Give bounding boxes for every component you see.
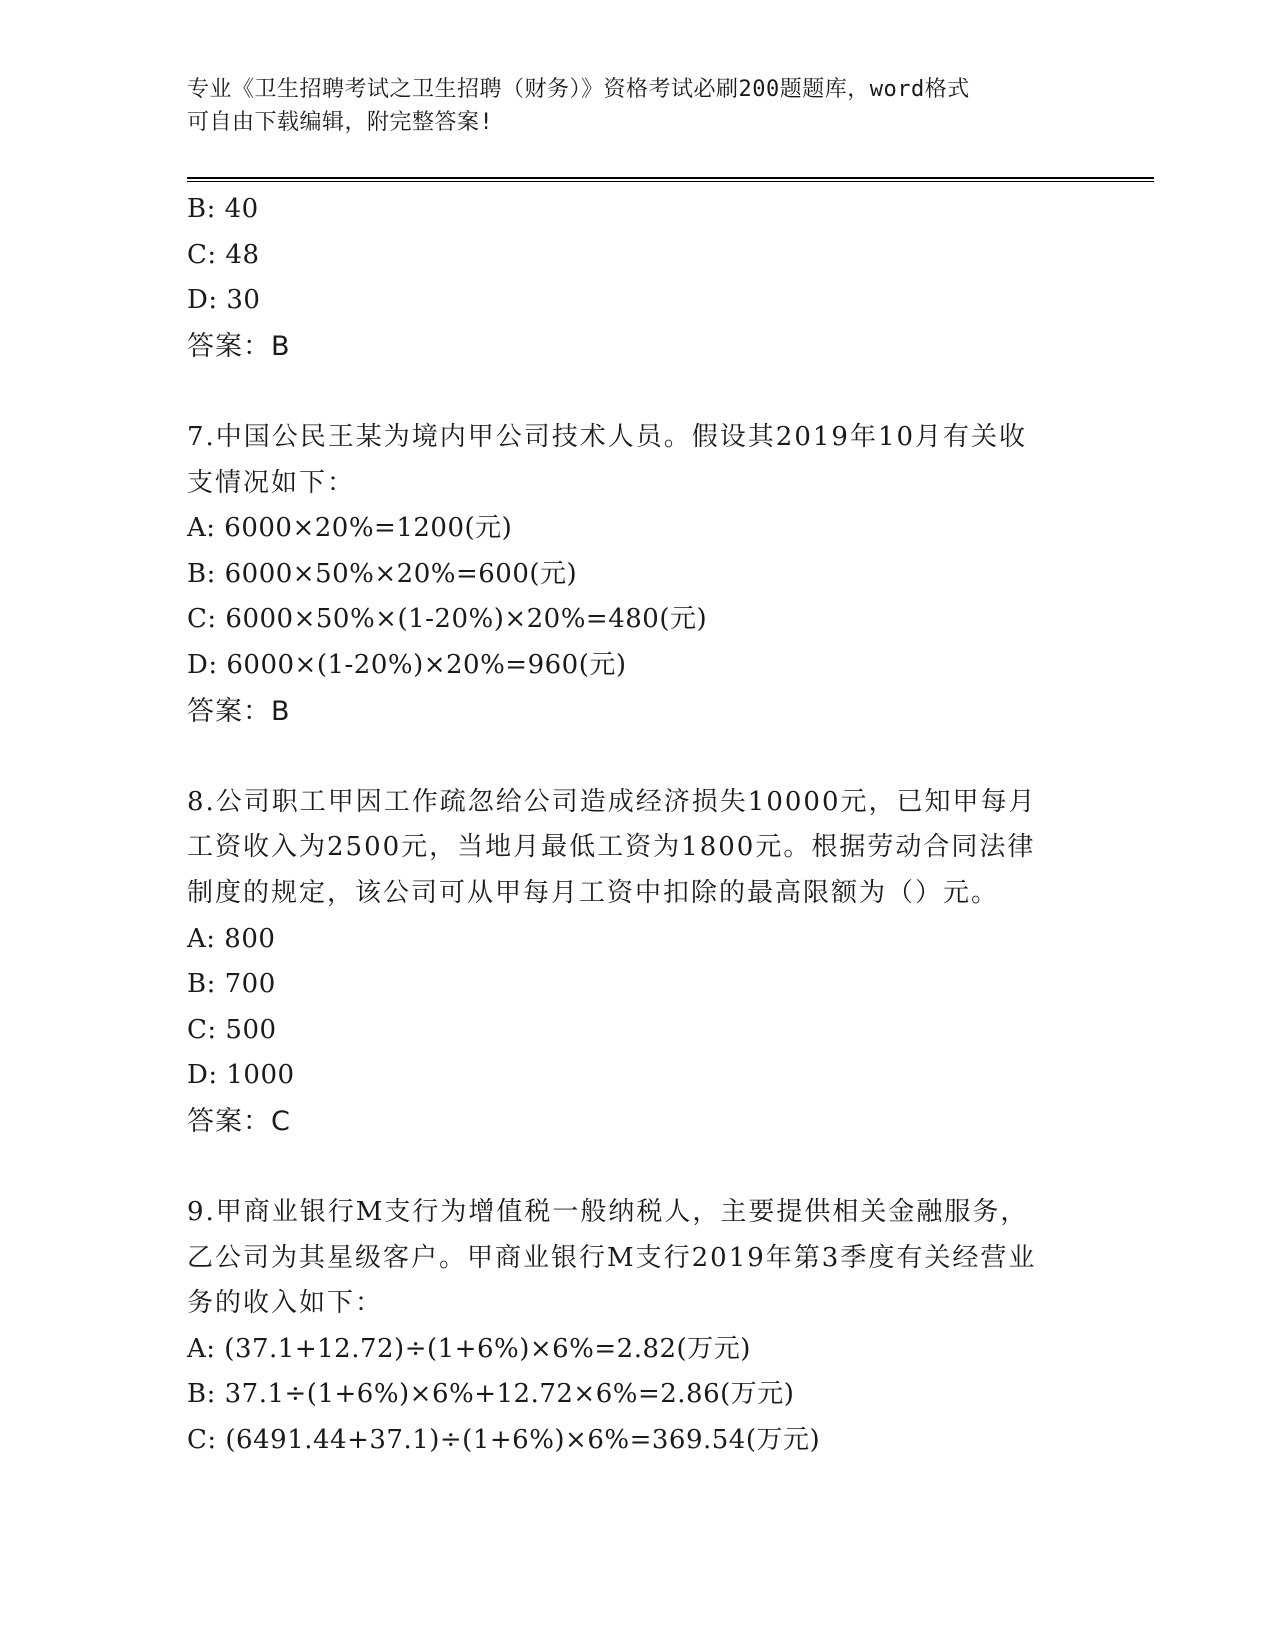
option-c: C: (6491.44+37.1)÷(1+6%)×6%=369.54(万元) [187, 1425, 821, 1456]
question-stem-line: 乙公司为其星级客户。甲商业银行M支行2019年第3季度有关经营业 [187, 1242, 1037, 1273]
question-stem-line: 7.中国公民王某为境内甲公司技术人员。假设其2019年10月有关收 [187, 421, 1028, 452]
answer: 答案：B [187, 330, 291, 362]
option-d: D: 30 [187, 285, 261, 316]
question-stem-line: 制度的规定，该公司可从甲每月工资中扣除的最高限额为（）元。 [187, 877, 1000, 908]
option-b: B: 700 [187, 969, 276, 1000]
option-d: D: 6000×(1-20%)×20%=960(元) [187, 649, 627, 680]
header-divider-thin [187, 181, 1154, 182]
question-9 [187, 1190, 1087, 1464]
question-7 [187, 415, 1087, 734]
question-8 [187, 780, 1087, 1145]
option-a: A: (37.1+12.72)÷(1+6%)×6%=2.82(万元) [187, 1333, 751, 1364]
option-c: C: 6000×50%×(1-20%)×20%=480(元) [187, 604, 708, 635]
question-stem-line: 9.甲商业银行M支行为增值税一般纳税人，主要提供相关金融服务， [187, 1197, 1029, 1228]
option-c: C: 500 [187, 1014, 277, 1045]
header-line-1: 专业《卫生招聘考试之卫生招聘（财务）》资格考试必刷200题题库，word格式 [187, 77, 970, 102]
answer: 答案：B [187, 695, 291, 727]
question-6 [187, 187, 1087, 369]
option-c: C: 48 [187, 239, 260, 270]
option-a: A: 6000×20%=1200(元) [187, 513, 513, 544]
option-b: B: 37.1÷(1+6%)×6%+12.72×6%=2.86(万元) [187, 1379, 795, 1410]
header-line-2: 可自由下载编辑，附完整答案! [187, 110, 494, 135]
question-stem-line: 支情况如下： [187, 467, 356, 498]
option-a: A: 800 [187, 923, 276, 954]
question-stem-line: 务的收入如下： [187, 1288, 384, 1319]
option-b: B: 6000×50%×20%=600(元) [187, 558, 578, 589]
question-stem-line: 工资收入为2500元，当地月最低工资为1800元。根据劳动合同法律 [187, 832, 1036, 863]
document-body [187, 187, 1087, 1464]
document-header [187, 73, 1067, 139]
answer: 答案：C [187, 1105, 291, 1137]
question-stem-line: 8.公司职工甲因工作疏忽给公司造成经济损失10000元，已知甲每月 [187, 786, 1037, 817]
header-divider [187, 177, 1154, 179]
option-b: B: 40 [187, 194, 259, 224]
option-d: D: 1000 [187, 1060, 295, 1091]
